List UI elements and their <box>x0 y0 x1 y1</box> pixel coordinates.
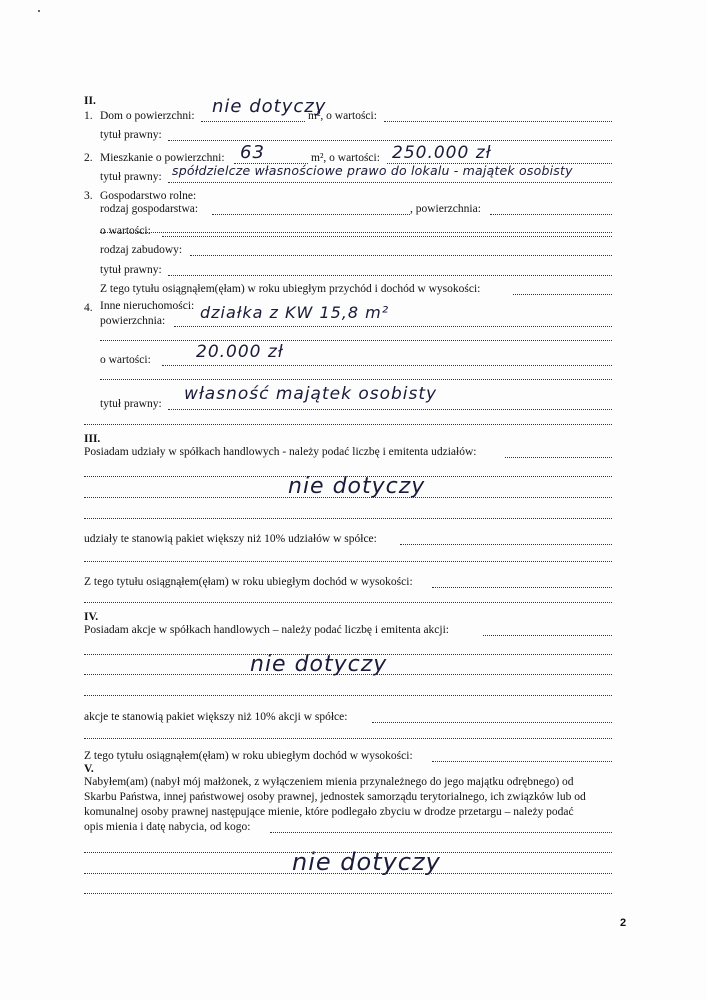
item-3-title-label: tytuł prawny: <box>100 264 162 276</box>
section-v-paragraph-line-2: Skarbu Państwa, innej państwowej osoby prawnej, jednostek samorządu terytorialnego, ich związków lub od <box>84 791 586 803</box>
item-1-label: Dom o powierzchni: <box>100 110 195 122</box>
item-3-value-label: o wartości: <box>100 225 151 237</box>
section-v-line-b <box>84 873 612 874</box>
item-4-label: Inne nieruchomości: <box>100 300 195 312</box>
section-iv-line-b <box>84 674 612 675</box>
item-3-kind-line <box>212 214 410 215</box>
item-1-area-line <box>201 121 305 122</box>
section-v-heading: V. <box>84 763 94 775</box>
item-3-label: Gospodarstwo rolne: <box>100 190 197 202</box>
section-ii-heading: II. <box>84 95 96 107</box>
item-3-building-line <box>190 255 612 256</box>
section-v-description-line <box>270 832 612 833</box>
section-v-paragraph-line-1: Nabyłem(am) (nabył mój małżonek, z wyłączeniem mienia przynależnego do jego majątku odrębnego) od <box>84 776 574 788</box>
item-4-area-line <box>174 326 612 327</box>
section-iv-stocks-line <box>483 635 612 636</box>
item-1-value-line <box>384 121 612 122</box>
item-3-area-line <box>490 214 612 215</box>
section-iv-handwriting: nie dotyczy <box>250 652 388 677</box>
section-iv-stocks-label: Posiadam akcje w spółkach handlowych – należy podać liczbę i emitenta akcji: <box>84 624 449 636</box>
item-1-unit: m², o wartości: <box>308 110 377 122</box>
section-iv-income-label: Z tego tytułu osiągnąłem(ęłam) w roku ubiegłym dochód w wysokości: <box>84 750 413 762</box>
item-4-value-extra-line <box>100 379 612 380</box>
item-2-unit: m², o wartości: <box>311 152 380 164</box>
item-4-title-label: tytuł prawny: <box>100 398 162 410</box>
section-v-handwriting: nie dotyczy <box>292 848 441 876</box>
item-3-extra-line <box>100 232 612 233</box>
section-iii-end-line <box>84 602 612 603</box>
section-v-paragraph-line-3: komunalnej osoby prawnej następujące mienie, które podlegało zbyciu w drodze przetargu – należy podać <box>84 806 574 818</box>
section-iii-income-label: Z tego tytułu osiągnąłem(ęłam) w roku ubiegłym dochód w wysokości: <box>84 576 413 588</box>
item-4-area-label: powierzchnia: <box>100 315 166 327</box>
item-3-number: 3. <box>84 190 93 202</box>
item-4-title-handwriting: własność majątek osobisty <box>184 384 438 404</box>
section-iv-packet-extra-line <box>84 738 612 739</box>
item-3-kind-label: rodzaj gospodarstwa: <box>100 203 199 215</box>
item-1-area-handwriting: nie dotyczy <box>212 96 327 117</box>
item-3-title-line <box>168 275 612 276</box>
section-iv-heading: IV. <box>84 611 99 623</box>
section-iii-handwriting: nie dotyczy <box>288 474 426 499</box>
section-iv-packet-line <box>372 722 612 723</box>
section-iv-line-c <box>84 695 612 696</box>
section-iii-shares-line <box>505 457 612 458</box>
item-4-title-line <box>168 409 612 410</box>
section-iii-packet-line <box>400 544 612 545</box>
item-2-number: 2. <box>84 152 93 164</box>
item-2-value-handwriting: 250.000 zł <box>392 143 492 163</box>
item-2-title-label: tytuł prawny: <box>100 171 162 183</box>
item-1-number: 1. <box>84 110 93 122</box>
item-2-area-handwriting: 63 <box>240 142 265 163</box>
item-2-title-handwriting: spółdzielcze własnościowe prawo do lokalu - majątek osobisty <box>172 163 573 178</box>
section-v-line-c <box>84 893 612 894</box>
item-3-value-line <box>162 236 612 237</box>
item-3-building-label: rodzaj zabudowy: <box>100 244 183 256</box>
item-1-title-label: tytuł prawny: <box>100 129 162 141</box>
item-4-value-label: o wartości: <box>100 354 151 366</box>
scan-speck <box>38 10 40 12</box>
section-v-paragraph-line-4: opis mienia i datę nabycia, od kogo: <box>84 821 251 833</box>
section-iii-shares-label: Posiadam udziały w spółkach handlowych - należy podać liczbę i emitenta udziałów: <box>84 446 477 458</box>
item-4-area-handwriting: działka z KW 15,8 m² <box>200 303 390 322</box>
item-4-extra-line <box>100 340 612 341</box>
item-2-title-line <box>168 182 612 183</box>
item-3-area-label: , powierzchnia: <box>410 203 481 215</box>
item-3-income-line <box>513 294 612 295</box>
section-iii-packet-label: udziały te stanowią pakiet większy niż 10% udziałów w spółce: <box>84 533 377 545</box>
item-3-income-label: Z tego tytułu osiągnąłem(ęłam) w roku ubiegłym przychód i dochód w wysokości: <box>100 283 481 295</box>
section-iii-packet-extra-line <box>84 561 612 562</box>
item-4-value-line <box>162 365 612 366</box>
item-4-value-handwriting: 20.000 zł <box>196 342 284 362</box>
item-1-title-line <box>168 140 612 141</box>
section-iii-heading: III. <box>84 433 101 445</box>
page-number: 2 <box>620 917 627 929</box>
section-iii-income-line <box>432 587 612 588</box>
item-2-label: Mieszkanie o powierzchni: <box>100 152 225 164</box>
section-ii-end-line <box>84 424 612 425</box>
section-iii-line-c <box>84 518 612 519</box>
section-iv-packet-label: akcje te stanowią pakiet większy niż 10% akcji w spółce: <box>84 711 348 723</box>
item-4-number: 4. <box>84 302 93 314</box>
section-iv-income-line <box>432 761 612 762</box>
